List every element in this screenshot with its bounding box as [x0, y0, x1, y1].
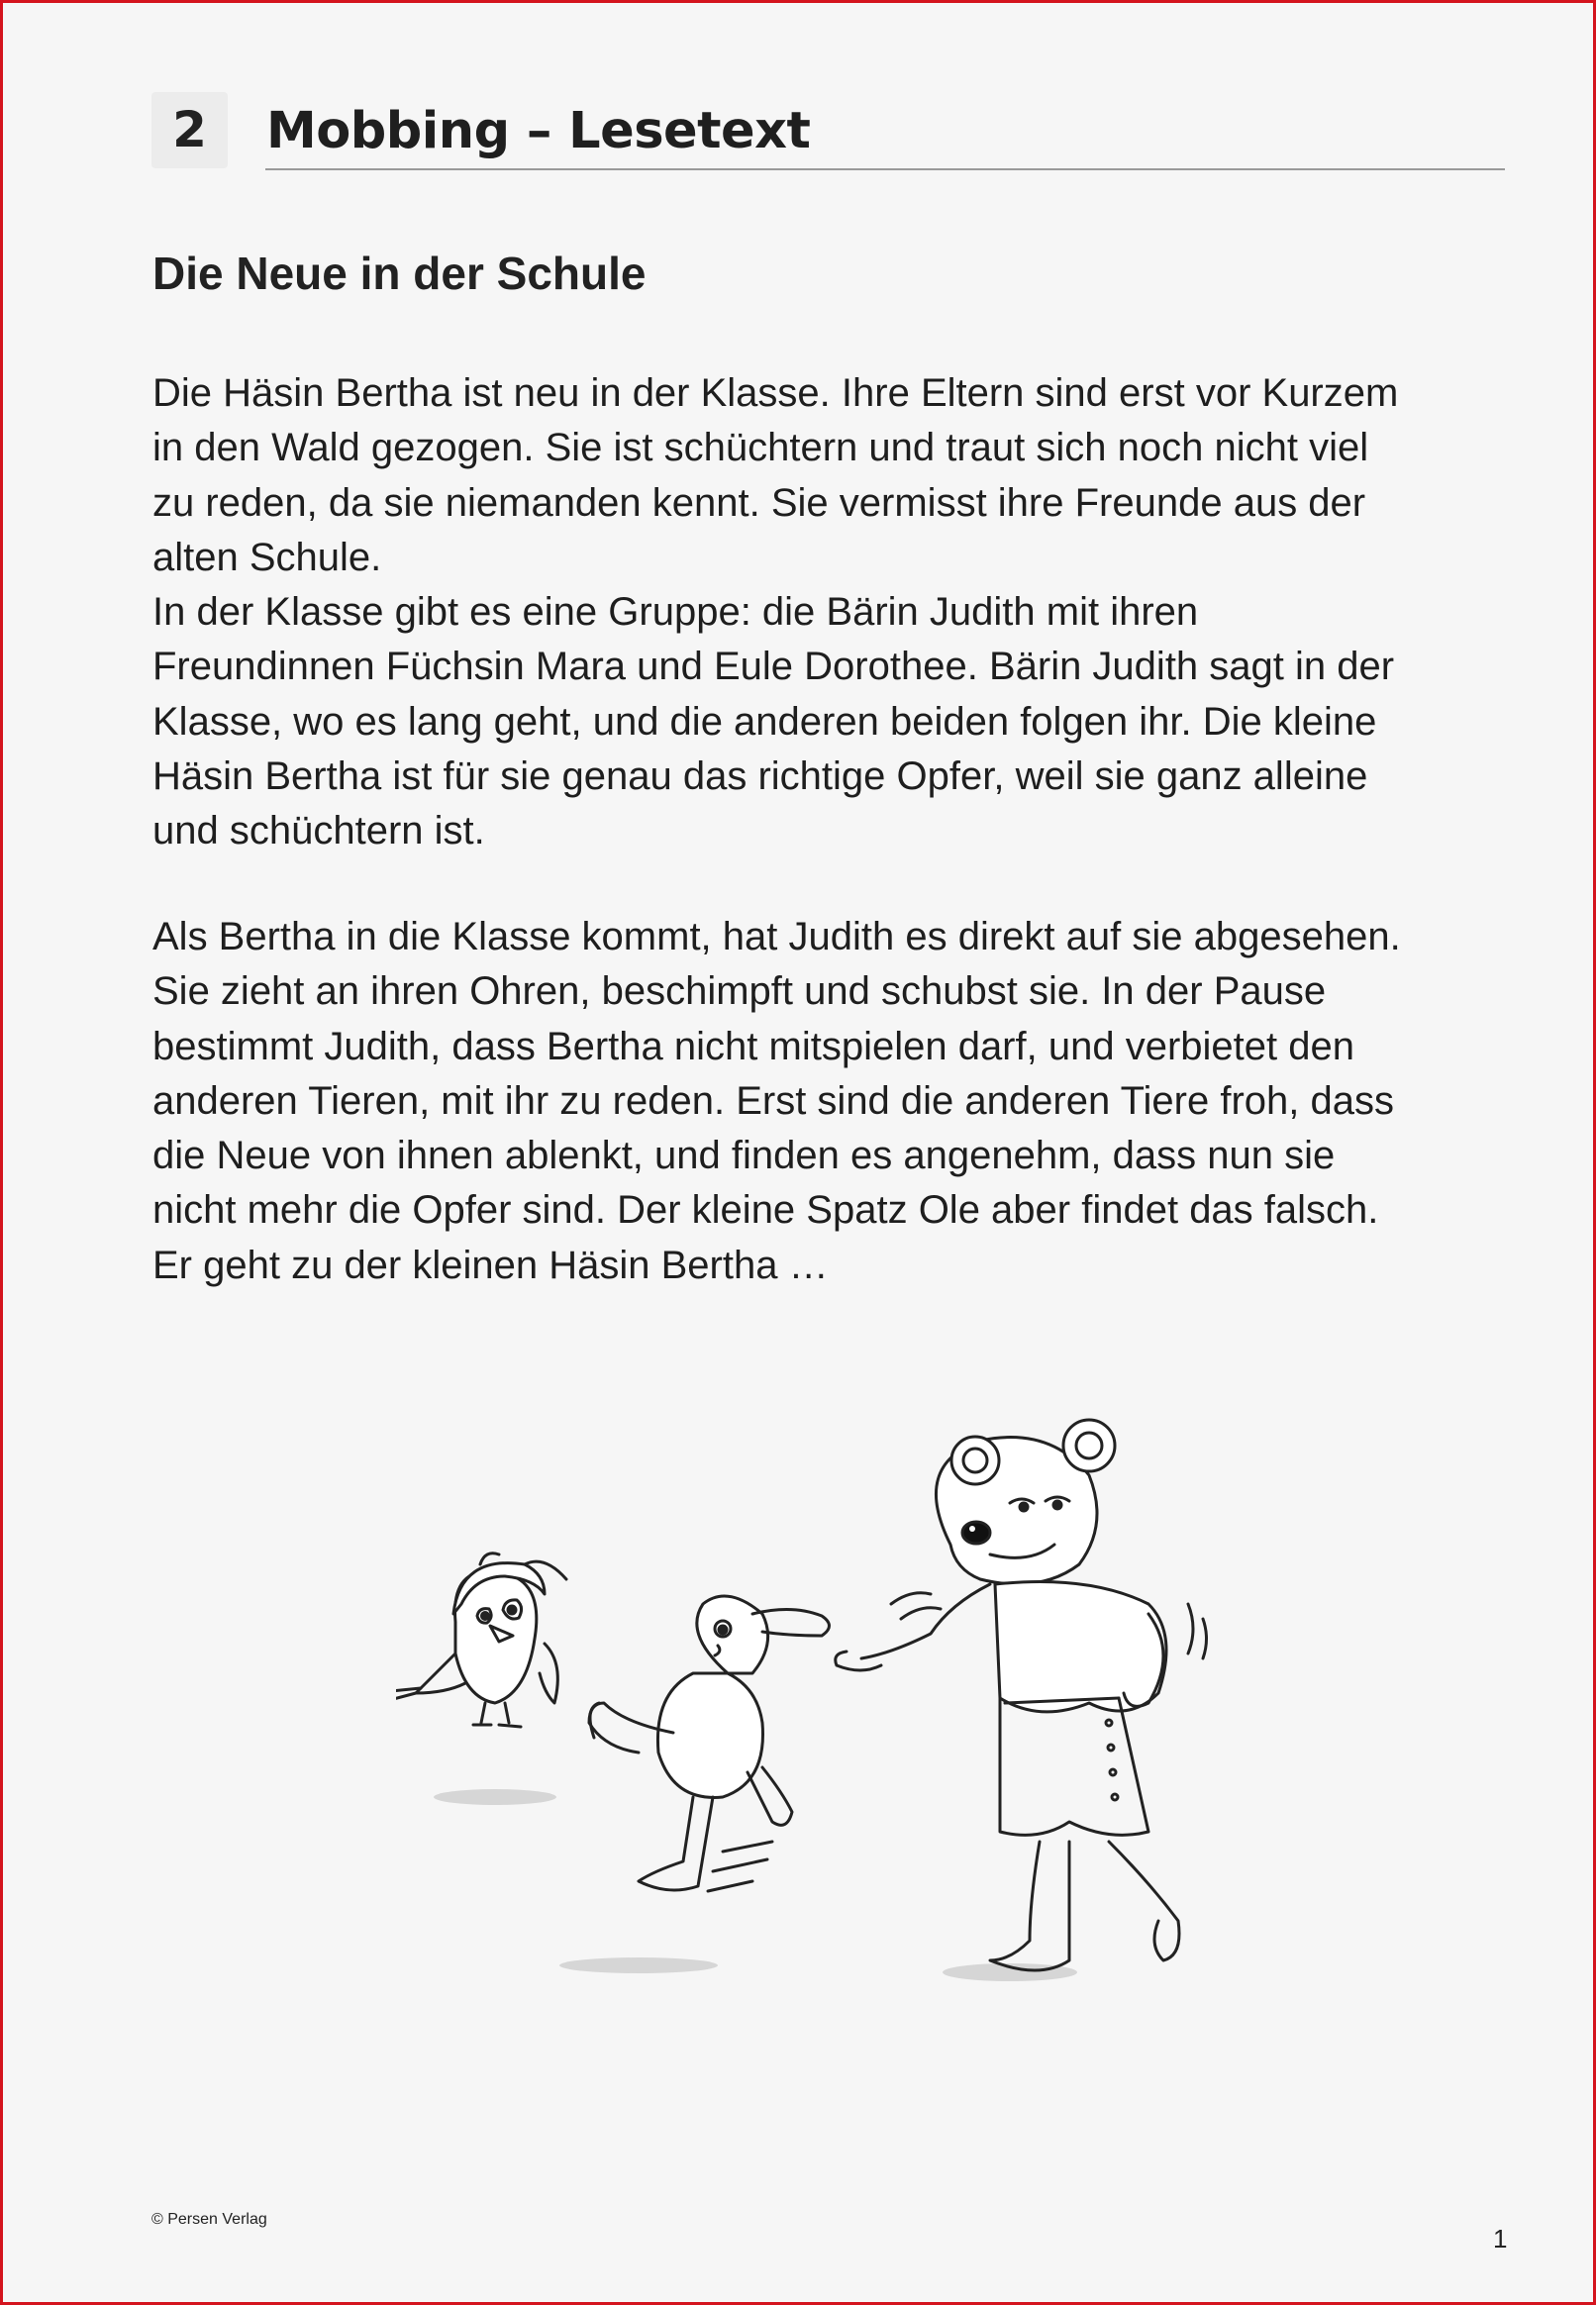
text-line: In der Klasse gibt es eine Gruppe: die Bärin Judith mit ihren — [152, 590, 1199, 635]
text-line: Als Bertha in die Klasse kommt, hat Judith es direkt auf sie abgesehen. — [152, 915, 1401, 958]
bunny-figure — [589, 1596, 830, 1891]
text-line: alten Schule. — [152, 535, 382, 579]
section-heading: Die Neue in der Schule — [152, 248, 647, 299]
bear-figure — [836, 1420, 1207, 1970]
text-line: bestimmt Judith, dass Bertha nicht mitspielen darf, und verbietet den — [152, 1024, 1354, 1068]
text-line: Er geht zu der kleinen Häsin Bertha … — [152, 1243, 829, 1287]
text-line: Häsin Bertha ist für sie genau das richtige Opfer, weil sie ganz alleine — [152, 754, 1368, 799]
page-number: 1 — [1493, 2224, 1508, 2254]
sparrow-figure — [396, 1553, 566, 1727]
text-line: in den Wald gezogen. Sie ist schüchtern und traut sich noch nicht viel — [152, 426, 1369, 470]
paragraph-1 — [152, 366, 1539, 859]
text-line: nicht mehr die Opfer sind. Der kleine Spatz Ole aber findet das falsch. — [152, 1188, 1379, 1233]
text-line: Klasse, wo es lang geht, und die anderen beiden folgen ihr. Die kleine — [152, 699, 1377, 744]
text-line: und schüchtern ist. — [152, 809, 485, 853]
text-line: Sie zieht an ihren Ohren, beschimpft und schubst sie. In der Pause — [152, 969, 1327, 1014]
text-line: die Neue von ihnen ablenkt, und finden es angenehm, dass nun sie — [152, 1134, 1336, 1178]
text-line: anderen Tieren, mit ihr zu reden. Erst sind die anderen Tiere froh, dass — [152, 1078, 1395, 1123]
story-illustration — [396, 1406, 1267, 2020]
text-line: zu reden, da sie niemanden kennt. Sie vermisst ihre Freunde aus der — [152, 480, 1366, 525]
ground-shadows — [434, 1789, 1077, 1981]
title-underline — [265, 168, 1505, 170]
chapter-title: Mobbing – Lesetext — [266, 102, 811, 160]
text-line: Die Häsin Bertha ist neu in der Klasse. Ihre Eltern sind erst vor Kurzem — [152, 371, 1399, 415]
footer-copyright: © Persen Verlag — [151, 2211, 267, 2228]
paragraph-2 — [152, 910, 1539, 1293]
chapter-number-badge: 2 — [151, 92, 228, 168]
text-line: Freundinnen Füchsin Mara und Eule Dorothee. Bärin Judith sagt in der — [152, 645, 1395, 689]
